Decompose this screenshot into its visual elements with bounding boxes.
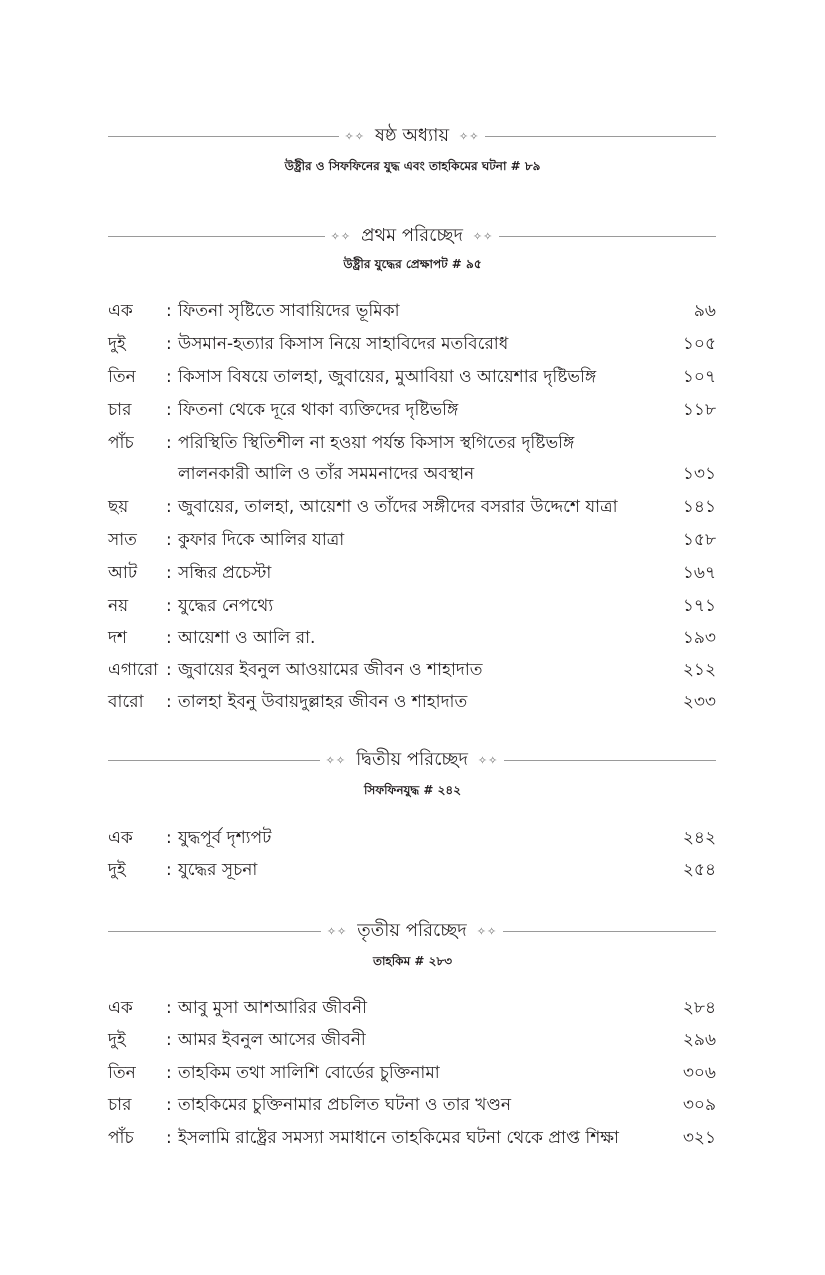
colon: :	[166, 998, 172, 1018]
colon: :	[166, 433, 172, 453]
item-number: পাঁচ	[108, 1128, 134, 1148]
divider-line-left	[108, 760, 320, 761]
item-number: এক	[108, 301, 133, 321]
chapter-divider	[108, 123, 716, 149]
section-label: তৃতীয় পরিচ্ছেদ	[357, 919, 467, 941]
item-title: ইসলামি রাষ্ট্রের সমস্যা সমাধানে তাহকিমের ঘটনা থেকে প্রাপ্ত শিক্ষা	[178, 1128, 619, 1148]
colon: :	[166, 301, 172, 321]
item-number: এগারো	[108, 660, 159, 680]
item-page: ২৪২	[682, 828, 716, 848]
colon: :	[166, 660, 172, 680]
colon: :	[166, 596, 172, 616]
item-number: সাত	[108, 530, 137, 550]
item-number: দুই	[108, 334, 126, 354]
item-number: এক	[108, 828, 133, 848]
divider-line-right	[504, 760, 716, 761]
toc-row	[108, 328, 716, 360]
item-title: যুদ্ধের নেপথ্যে	[178, 596, 274, 616]
toc-row	[108, 1122, 716, 1154]
ornament-icon: ✧✧	[330, 229, 352, 243]
item-page: ১০৫	[682, 334, 716, 354]
toc-row	[108, 1024, 716, 1056]
colon: :	[166, 530, 172, 550]
section-divider	[108, 918, 716, 944]
toc-row	[108, 427, 716, 459]
toc-row	[108, 622, 716, 654]
toc-row	[108, 854, 716, 886]
colon: :	[166, 334, 172, 354]
item-number: আট	[108, 563, 138, 583]
ornament-icon: ✧✧	[472, 229, 494, 243]
section-label: দ্বিতীয় পরিচ্ছেদ	[356, 748, 468, 770]
item-title: তাহকিম তথা সালিশি বোর্ডের চুক্তিনামা	[178, 1063, 440, 1083]
item-page: ১৪১	[682, 497, 716, 517]
item-number: পাঁচ	[108, 433, 134, 453]
divider-line-right	[499, 236, 716, 237]
colon: :	[166, 367, 172, 387]
item-page: ৩০৯	[682, 1095, 716, 1115]
item-title: উসমান-হত্যার কিসাস নিয়ে সাহাবিদের মতবিরোধ	[178, 334, 509, 354]
toc-row	[108, 491, 716, 523]
toc-row	[108, 686, 716, 718]
item-number: ছয়	[108, 497, 129, 517]
item-title: আমর ইবনুল আসের জীবনী	[178, 1030, 366, 1050]
divider-line-left	[108, 931, 321, 932]
item-page: ১৫৮	[682, 530, 716, 550]
item-number: তিন	[108, 367, 136, 387]
item-page: ১৬৭	[682, 563, 716, 583]
section-label: প্রথম পরিচ্ছেদ	[361, 224, 463, 246]
colon: :	[166, 1030, 172, 1050]
item-title: সন্ধির প্রচেস্টা	[178, 563, 272, 583]
colon: :	[166, 400, 172, 420]
item-page: ২৮৪	[682, 998, 716, 1018]
colon: :	[166, 628, 172, 648]
toc-row-continuation	[108, 458, 716, 490]
toc-row	[108, 557, 716, 589]
item-page: ২৩৩	[682, 692, 716, 712]
colon: :	[166, 1128, 172, 1148]
item-title: জুবায়ের ইবনুল আওয়ামের জীবন ও শাহাদাত	[178, 660, 483, 680]
item-number: চার	[108, 1095, 132, 1115]
item-number: তিন	[108, 1063, 136, 1083]
chapter-label: ষষ্ঠ অধ্যায়	[374, 124, 450, 146]
colon: :	[166, 1063, 172, 1083]
item-title: পরিস্থিতি স্থিতিশীল না হওয়া পর্যন্ত কিসাস স্থগিতের দৃষ্টিভঙ্গি	[178, 433, 575, 453]
colon: :	[166, 692, 172, 712]
item-title: আবু মুসা আশআরির জীবনী	[178, 998, 367, 1018]
item-title: আয়েশা ও আলি রা.	[178, 628, 316, 648]
colon: :	[166, 563, 172, 583]
ornament-icon: ✧✧	[476, 924, 498, 938]
colon: :	[166, 860, 172, 880]
ornament-icon: ✧✧	[459, 129, 480, 143]
divider-line-right	[503, 931, 716, 932]
item-page: ২৯৬	[682, 1030, 716, 1050]
toc-row	[108, 394, 716, 426]
toc-row	[108, 524, 716, 556]
item-title: ফিতনা সৃষ্টিতে সাবায়িদের ভূমিকা	[178, 301, 400, 321]
item-title-continued: লালনকারী আলি ও তাঁর সমমনাদের অবস্থান	[178, 464, 475, 484]
ornament-icon: ✧✧	[326, 924, 348, 938]
item-number: দশ	[108, 628, 127, 648]
item-page: ২১২	[682, 660, 716, 680]
toc-row	[108, 654, 716, 686]
item-title: কুফার দিকে আলির যাত্রা	[178, 530, 345, 550]
item-number: বারো	[108, 692, 144, 712]
item-page: ১৩১	[682, 464, 716, 484]
item-page: ৩২১	[682, 1128, 716, 1148]
item-title: ফিতনা থেকে দূরে থাকা ব্যক্তিদের দৃষ্টিভঙ্গি	[178, 400, 459, 420]
ornament-icon: ✧✧	[344, 129, 365, 143]
item-title: তালহা ইবনু উবায়দুল্লাহর জীবন ও শাহাদাত	[178, 692, 468, 712]
colon: :	[166, 1095, 172, 1115]
item-page: ১১৮	[682, 400, 716, 420]
section-title: সিফফিনযুদ্ধ # ২৪২	[363, 783, 461, 797]
ornament-icon: ✧✧	[325, 753, 347, 767]
item-page: ২৫৪	[682, 860, 716, 880]
chapter-title: উষ্ট্রীর ও সিফফিনের যুদ্ধ এবং তাহকিমের ঘটনা # ৮৯	[284, 159, 541, 173]
section-divider	[108, 747, 716, 773]
ornament-icon: ✧✧	[477, 753, 499, 767]
toc-row	[108, 295, 716, 327]
item-page: ১০৭	[682, 367, 716, 387]
item-number: নয়	[108, 596, 129, 616]
item-page: ৩০৬	[682, 1063, 716, 1083]
item-title: জুবায়ের, তালহা, আয়েশা ও তাঁদের সঙ্গীদের বসরার উদ্দেশে যাত্রা	[178, 497, 618, 517]
item-title: কিসাস বিষয়ে তালহা, জুবায়ের, মুআবিয়া ও আয়েশার দৃষ্টিভঙ্গি	[178, 367, 597, 387]
colon: :	[166, 497, 172, 517]
item-title: যুদ্ধপূর্ব দৃশ্যপট	[178, 828, 272, 848]
item-page: ১৭১	[682, 596, 716, 616]
item-number: চার	[108, 400, 132, 420]
divider-line-left	[108, 236, 325, 237]
item-number: এক	[108, 998, 133, 1018]
item-number: দুই	[108, 860, 126, 880]
colon: :	[166, 828, 172, 848]
toc-row	[108, 992, 716, 1024]
item-number: দুই	[108, 1030, 126, 1050]
item-title: তাহকিমের চুক্তিনামার প্রচলিত ঘটনা ও তার খণ্ডন	[178, 1095, 512, 1115]
toc-row	[108, 822, 716, 854]
toc-row	[108, 361, 716, 393]
toc-row	[108, 590, 716, 622]
toc-row	[108, 1057, 716, 1089]
item-title: যুদ্ধের সূচনা	[178, 860, 258, 880]
toc-row	[108, 1089, 716, 1121]
item-page: ১৯৩	[682, 628, 716, 648]
section-title: তাহকিম # ২৮৩	[372, 954, 453, 968]
section-divider	[108, 223, 716, 249]
divider-line-right	[485, 136, 716, 137]
item-page: ৯৬	[693, 301, 716, 321]
divider-line-left	[108, 136, 339, 137]
section-title: উষ্ট্রীর যুদ্ধের প্রেক্ষাপট # ৯৫	[343, 257, 482, 271]
